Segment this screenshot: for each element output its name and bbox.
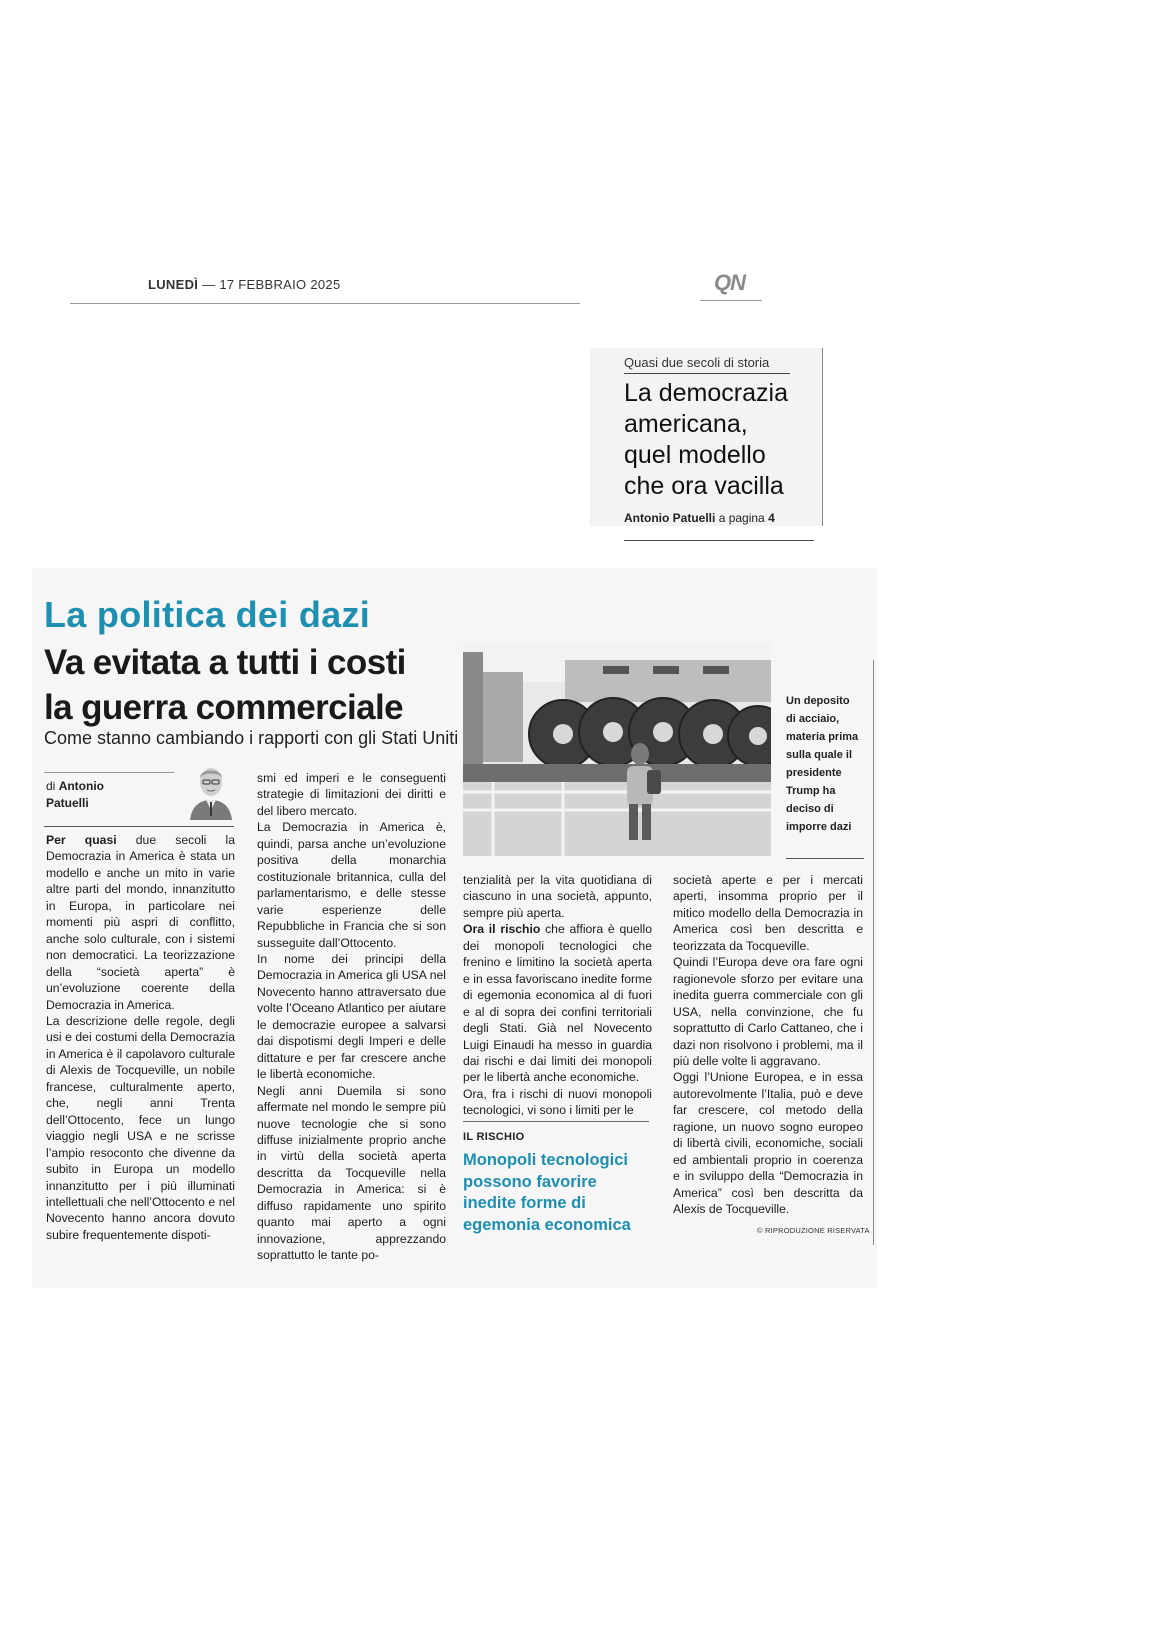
article-kicker: La politica dei dazi (44, 594, 371, 635)
teaser-title (624, 378, 824, 502)
pull-quote-kicker: IL RISCHIO (463, 1131, 525, 1143)
teaser-page-number: 4 (768, 511, 775, 525)
paragraph: società aperte e per i mercati aperti, insomma proprio per il mitico modello della Democrazia in America così ben descritta e teorizzata da Tocqueville. (673, 873, 863, 953)
byline-bottom-rule (44, 826, 234, 827)
byline-author-last: Patuelli (46, 796, 89, 810)
pull-quote: Monopoli tecnologici possono favorire inedite forme di egemonia economica (463, 1151, 631, 1234)
article-column-2 (257, 770, 446, 1264)
teaser-bottom-rule (624, 540, 814, 541)
article-column-4 (673, 872, 863, 1218)
masthead-divider (70, 303, 580, 304)
paragraph: Quindi l’Europa deve ora fare ogni ragionevole sforzo per evitare una inedita guerra commerciale con gli USA, nella convinzione, che fu soprattutto di Carlo Cattaneo, che i dazi non risolvono i problemi, ma il più delle volte li aggravano. (673, 955, 863, 1068)
vertical-rule (873, 875, 874, 1245)
article-subhead: Come stanno cambiando i rapporti con gli Stati Uniti (44, 728, 459, 748)
teaser-title-line: quel modello (624, 441, 766, 469)
teaser-title-line: americana, (624, 410, 748, 438)
byline-prefix: di (46, 779, 56, 793)
teaser-byline (624, 511, 775, 525)
masthead-date-text: — 17 FEBBRAIO 2025 (202, 277, 341, 292)
article-byline (46, 778, 136, 812)
teaser-kicker-underline (624, 373, 790, 374)
paragraph: Ora, fra i rischi di nuovi monopoli tecnologici, vi sono i limiti per le (463, 1086, 652, 1118)
paragraph: smi ed imperi e le conseguenti strategie di limitazioni dei diritti e del libero mercato. (257, 771, 446, 818)
teaser-title-line: che ora vacilla (624, 472, 784, 500)
caption-rule (786, 858, 864, 859)
article-column-1 (46, 832, 235, 1243)
copyright-notice: © RIPRODUZIONE RISERVATA (757, 1226, 870, 1235)
article-column-3 (463, 872, 652, 1119)
headline-line: Va evitata a tutti i costi (44, 643, 406, 682)
headline-line: la guerra commerciale (44, 688, 403, 727)
logo-divider (700, 300, 762, 301)
pull-quote-rule (463, 1121, 649, 1122)
teaser-page-ref: a pagina (718, 511, 765, 525)
byline-author-first: Antonio (58, 779, 105, 793)
paragraph: La Democrazia in America è, quindi, parsa anche un’evoluzione positiva della monarchia costituzionale britannica, culla del parlamentarismo, e delle stesse varie esperienze delle Repubbliche in Francia che si son susseguite dall’Ottocento. (257, 820, 446, 950)
masthead-date (148, 277, 340, 292)
paragraph: Per quasi due secoli la Democrazia in America è stata un modello e anche un mito in varie altre parti del mondo, innanzitutto in Europa, in particolare nei momenti più aspri di conflitto, anche solo culturale, con i sistemi non democratici. La teorizzazione della “società aperta” è un’evoluzione coerente della Democrazia in America. (46, 833, 236, 1012)
paragraph: In nome dei principi della Democrazia in America gli USA nel Novecento hanno attraversato due volte l’Oceano Atlantico per aiutare le democrazie europee a salvarsi dai dispotismi degli Imperi e delle dittature e per far crescere anche le libertà economiche. (257, 951, 446, 1082)
vertical-rule (873, 660, 874, 875)
masthead-day: LUNEDÌ (148, 277, 199, 292)
teaser-author: Antonio Patuelli (624, 511, 716, 525)
author-portrait (188, 758, 234, 820)
paragraph: tenzialità per la vita quotidiana di ciascuno in una società, appunto, sempre più aperta. (463, 873, 652, 920)
byline-top-rule (44, 772, 174, 773)
qn-logo: QN (714, 270, 745, 295)
paragraph: La descrizione delle regole, degli usi e dei costumi della Democrazia in America è il capolavoro culturale di Alexis de Tocqueville, un nobile francese, culturalmente aperto, che, negli anni Trenta dell’Ottocento, fece un lungo viaggio negli USA e ne scrisse l’ampio resoconto che divenne da subito in Europa un modello innanzitutto per i più illuminati intellettuali che nell’Ottocento e nel Novecento hanno ancora dovuto subire frequentemente dispoti- (46, 1013, 235, 1242)
paragraph: Negli anni Duemila si sono affermate nel mondo le sempre più nuove tecnologie che si sono diffuse inizialmente proprio anche in virtù della società aperta descritta da Tocqueville nella Democrazia in America: si è diffuso rapidamente uno spirito quanto mai aperto a ogni innovazione, apprezzando soprattutto le tante po- (257, 1083, 446, 1263)
photo-caption: Un deposito di acciaio, materia prima sulla quale il presidente Trump ha deciso di imporre dazi (786, 695, 859, 833)
steel-depot-photo (463, 642, 771, 856)
article-headline (44, 640, 464, 730)
paragraph: Oggi l’Unione Europea, e in essa autorevolmente l’Italia, può e deve far crescere, col metodo della ragione, un nuovo sogno europeo di libertà civili, economiche, sociali ed ambientali proprio in coerenza e in sviluppo della “Democrazia in America” così ben descritta da Alexis de Tocqueville. (673, 1070, 863, 1217)
teaser-kicker: Quasi due secoli di storia (624, 355, 770, 370)
lead-in: Ora il rischio (463, 922, 541, 937)
paragraph: Ora il rischio che affiora è quello dei monopoli tecnologici che frenino e limitino la società aperta e in essa favoriscano inedite forme di egemonia economica al di fuori e al di sopra dei confini territoriali degli Stati. Già nel Novecento Luigi Einaudi ha messo in guardia dai rischi e dai limiti dei monopoli per le libertà anche economiche. (463, 922, 653, 1085)
teaser-title-line: La democrazia (624, 379, 788, 407)
lead-in: Per quasi (46, 833, 117, 847)
